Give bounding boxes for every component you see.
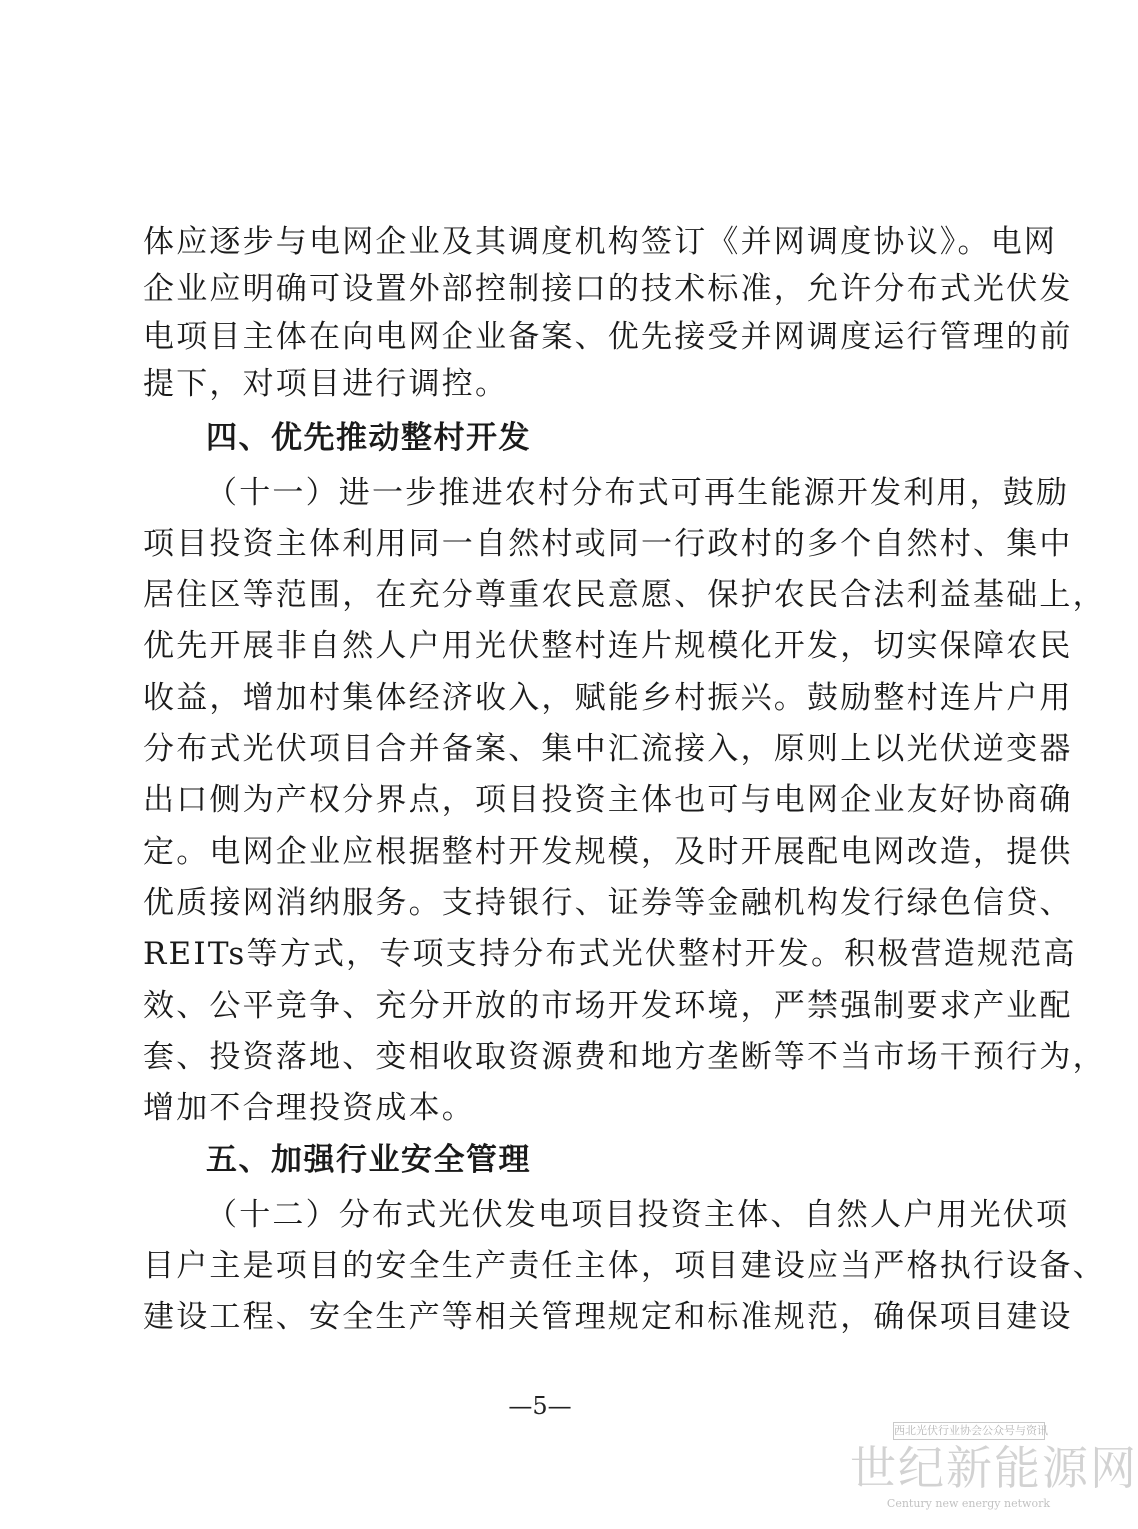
body-text-line: 出口侧为产权分界点，项目投资主体也可与电网企业友好协商确: [143, 782, 1073, 818]
body-text-line: 分布式光伏项目合并备案、集中汇流接入，原则上以光伏逆变器: [143, 731, 1073, 767]
body-text-line: 建设工程、安全生产等相关管理规定和标准规范，确保项目建设: [143, 1299, 1073, 1335]
body-text-line: 套、投资落地、变相收取资源费和地方垄断等不当市场干预行为，: [143, 1039, 1106, 1075]
section-heading-4: 四、优先推动整村开发: [206, 420, 531, 456]
body-text-line: 优先开展非自然人户用光伏整村连片规模化开发，切实保障农民: [143, 628, 1073, 664]
paragraph-12-first-line: （十二）分布式光伏发电项目投资主体、自然人户用光伏项: [206, 1197, 1070, 1233]
body-text-line: 项目投资主体利用同一自然村或同一行政村的多个自然村、集中: [143, 526, 1073, 562]
section-heading-5: 五、加强行业安全管理: [206, 1142, 531, 1178]
watermark-subtitle: Century new energy network: [886, 1497, 1050, 1510]
body-text-line: 企业应明确可设置外部控制接口的技术标准，允许分布式光伏发: [143, 271, 1073, 307]
body-text-line: 居住区等范围，在充分尊重农民意愿、保护农民合法利益基础上，: [143, 577, 1106, 613]
body-text-line: REITs等方式，专项支持分布式光伏整村开发。积极营造规范高: [143, 936, 1077, 972]
body-text-line: 效、公平竞争、充分开放的市场开发环境，严禁强制要求产业配: [143, 988, 1073, 1024]
body-text-line: 增加不合理投资成本。: [143, 1090, 475, 1126]
body-text-line: 收益，增加村集体经济收入，赋能乡村振兴。鼓励整村连片户用: [143, 680, 1073, 716]
body-text-line: 定。电网企业应根据整村开发规模，及时开展配电网改造，提供: [143, 834, 1073, 870]
body-text-line: 目户主是项目的安全生产责任主体，项目建设应当严格执行设备、: [143, 1248, 1106, 1284]
watermark-logo: 世纪新能源网: [850, 1441, 1138, 1495]
page-number: —5—: [508, 1392, 572, 1420]
body-text-line: 体应逐步与电网企业及其调度机构签订《并网调度协议》。电网: [143, 224, 1058, 260]
watermark-strip: 西北光伏行业协会公众号与资讯: [893, 1422, 1045, 1440]
body-text-line: 电项目主体在向电网企业备案、优先接受并网调度运行管理的前: [143, 319, 1073, 355]
body-text-line: 优质接网消纳服务。支持银行、证券等金融机构发行绿色信贷、: [143, 885, 1073, 921]
body-text-line: 提下，对项目进行调控。: [143, 366, 509, 402]
paragraph-11-first-line: （十一）进一步推进农村分布式可再生能源开发利用，鼓励: [206, 475, 1070, 511]
